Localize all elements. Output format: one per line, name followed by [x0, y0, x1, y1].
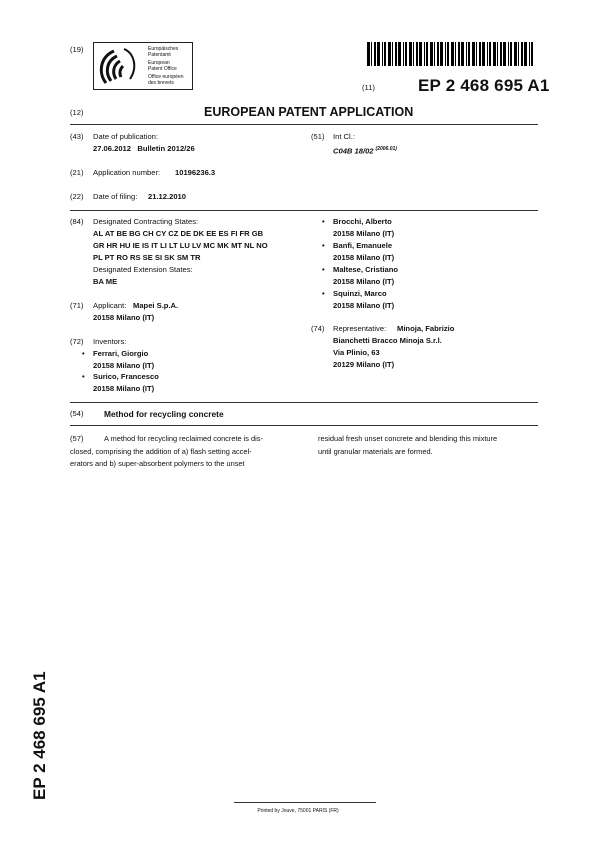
barcode-bar	[430, 42, 433, 66]
inventor-name: • Maltese, Cristiano	[333, 264, 398, 276]
inid-19: (19)	[70, 45, 84, 54]
side-publication-number: EP 2 468 695 A1	[30, 671, 49, 800]
barcode-bar	[514, 42, 517, 66]
inventor-address: 20158 Milano (IT)	[93, 361, 155, 370]
barcode-bar	[524, 42, 527, 66]
barcode-bar	[510, 42, 512, 66]
inventor-address: 20158 Milano (IT)	[333, 301, 395, 310]
inid-21: (21)	[70, 168, 84, 177]
app-number-value: 10196236.3	[175, 168, 216, 177]
barcode-bar	[468, 42, 470, 66]
inid-84: (84)	[70, 217, 84, 226]
barcode-bar	[445, 42, 446, 66]
inid-43: (43)	[70, 132, 84, 141]
inventor-address: 20158 Milano (IT)	[333, 277, 395, 286]
inid-71: (71)	[70, 301, 84, 310]
header-rule	[70, 124, 538, 125]
inid-72: (72)	[70, 337, 84, 346]
barcode-bar	[482, 42, 485, 66]
barcode-bar	[382, 42, 383, 66]
designated-states-line-2: GR HR HU IE IS IT LI LT LU LV MC MK MT NL NO	[93, 241, 268, 250]
barcode	[367, 42, 537, 66]
barcode-bar	[521, 42, 523, 66]
barcode-bar	[403, 42, 404, 66]
applicant-address: 20158 Milano (IT)	[93, 313, 155, 322]
inid-12: (12)	[70, 108, 84, 117]
barcode-bar	[493, 42, 496, 66]
barcode-bar	[434, 42, 435, 66]
barcode-bar	[371, 42, 372, 66]
barcode-bar	[518, 42, 519, 66]
invention-title: Method for recycling concrete	[104, 409, 224, 419]
inid-51: (51)	[311, 132, 325, 141]
applicant-label: Applicant:	[93, 301, 127, 310]
inid-57: (57)	[70, 434, 84, 443]
inventor-name: • Squinzi, Marco	[333, 288, 387, 300]
inid-11: (11)	[362, 83, 375, 92]
barcode-bar	[395, 42, 397, 66]
barcode-bar	[367, 42, 370, 66]
biblio-rule	[70, 210, 538, 211]
inventor-address: 20158 Milano (IT)	[93, 384, 155, 393]
filing-date-value: 21.12.2010	[148, 192, 187, 201]
document-type: EUROPEAN PATENT APPLICATION	[204, 105, 414, 119]
extension-states-value: BA ME	[93, 277, 118, 286]
barcode-bar	[416, 42, 418, 66]
barcode-bar	[455, 42, 456, 66]
barcode-bar	[447, 42, 449, 66]
barcode-bar	[479, 42, 481, 66]
inid-54: (54)	[70, 409, 84, 418]
barcode-bar	[440, 42, 443, 66]
inid-74: (74)	[311, 324, 325, 333]
barcode-bar	[384, 42, 386, 66]
barcode-bar	[476, 42, 477, 66]
representative-firm: Bianchetti Bracco Minoja S.r.l.	[333, 336, 442, 345]
barcode-bar	[388, 42, 391, 66]
applicant-name: Mapei S.p.A.	[133, 301, 179, 310]
barcode-bar	[497, 42, 498, 66]
barcode-bar	[531, 42, 533, 66]
pub-date-label: Date of publication:	[93, 132, 159, 141]
epo-logo	[93, 42, 193, 90]
inventor-name: • Brocchi, Alberto	[333, 216, 392, 228]
barcode-bar	[424, 42, 425, 66]
filing-date-label: Date of filing:	[93, 192, 138, 201]
inventor-name: • Banfi, Emanuele	[333, 240, 392, 252]
barcode-bar	[426, 42, 428, 66]
barcode-bar	[377, 42, 380, 66]
publication-number: EP 2 468 695 A1	[418, 76, 550, 95]
barcode-bar	[458, 42, 460, 66]
pub-date-value: 27.06.2012 Bulletin 2012/26	[93, 144, 195, 153]
barcode-bar	[409, 42, 412, 66]
inventors-label: Inventors:	[93, 337, 127, 346]
epo-emblem-icon	[94, 43, 142, 89]
representative-city: 20129 Milano (IT)	[333, 360, 395, 369]
representative-label: Representative:	[333, 324, 387, 333]
int-cl-label: Int Cl.:	[333, 132, 355, 141]
title-rule-top	[70, 402, 538, 403]
barcode-bar	[392, 42, 393, 66]
barcode-bar	[398, 42, 401, 66]
barcode-bar	[413, 42, 414, 66]
printer-footer: Printed by Jouve, 75001 PARIS (FR)	[257, 808, 339, 814]
designated-states-line-1: AL AT BE BG CH CY CZ DE DK EE ES FI FR GB	[93, 229, 264, 238]
office-names: Europäisches Patentamt European Patent Office Office européen des brevets	[148, 46, 184, 86]
barcode-bar	[461, 42, 464, 66]
footer-rule	[234, 802, 376, 803]
abstract-col-2: residual fresh unset concrete and blending this mixture until granular materials are formed.	[318, 434, 498, 456]
barcode-bar	[508, 42, 509, 66]
extension-states-label: Designated Extension States:	[93, 265, 193, 274]
barcode-bar	[503, 42, 506, 66]
barcode-bar	[466, 42, 467, 66]
barcode-bar	[500, 42, 502, 66]
designated-states-line-3: PL PT RO RS SE SI SK SM TR	[93, 253, 201, 262]
abstract-col-1: A method for recycling reclaimed concrete is dis- closed, comprising the addition of a) flash setting accel- erators and b) super-absorbent polymers to the unset	[70, 434, 263, 469]
barcode-bar	[405, 42, 407, 66]
barcode-bar	[451, 42, 454, 66]
representative-name: Minoja, Fabrizio	[397, 324, 455, 333]
barcode-bar	[472, 42, 475, 66]
barcode-bar	[437, 42, 439, 66]
designated-states-label: Designated Contracting States:	[93, 217, 199, 226]
title-rule-bottom	[70, 425, 538, 426]
inventor-address: 20158 Milano (IT)	[333, 253, 395, 262]
int-cl-value: C04B 18/02 $^{(2006.01)}$	[333, 146, 397, 156]
barcode-bar	[529, 42, 530, 66]
barcode-bar	[489, 42, 491, 66]
representative-street: Via Plinio, 63	[333, 348, 380, 357]
inventor-name: • Surico, Francesco	[93, 371, 159, 383]
inventor-name: • Ferrari, Giorgio	[93, 348, 148, 360]
inventor-address: 20158 Milano (IT)	[333, 229, 395, 238]
barcode-bar	[374, 42, 376, 66]
app-number-label: Application number:	[93, 168, 161, 177]
inid-22: (22)	[70, 192, 84, 201]
barcode-bar	[419, 42, 422, 66]
barcode-bar	[487, 42, 488, 66]
